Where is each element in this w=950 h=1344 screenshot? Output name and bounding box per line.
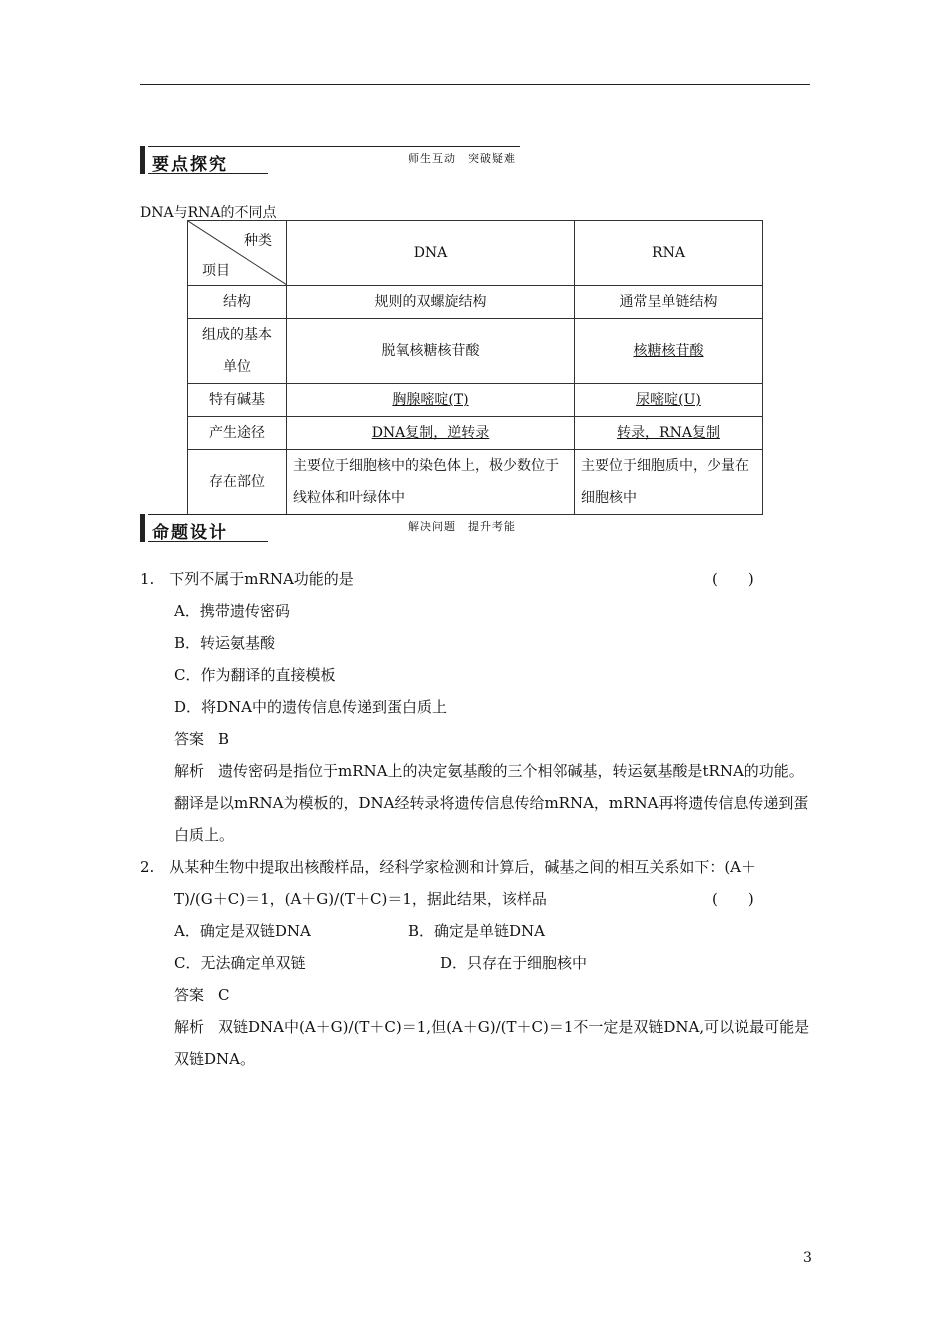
option-a: A．携带遗传密码 xyxy=(174,602,290,620)
table-row xyxy=(188,319,763,384)
row-dna: 规则的双螺旋结构 xyxy=(287,286,575,319)
analysis-label: 解析 xyxy=(174,1018,205,1036)
row-item: 产生途径 xyxy=(188,417,287,450)
option-b: B．确定是单链DNA xyxy=(408,922,546,940)
underlined-answer: DNA复制，逆转录 xyxy=(371,425,490,441)
option-d: D．只存在于细胞核中 xyxy=(440,954,588,972)
dna-rna-comparison-table xyxy=(187,220,763,515)
underlined-answer: 胸腺嘧啶(T) xyxy=(392,392,469,408)
option-c: C．无法确定单双链 xyxy=(174,954,306,972)
section-title: 要点探究 xyxy=(152,155,228,175)
row-dna: 脱氧核糖核苷酸 xyxy=(287,319,575,384)
option-a: A．确定是双链DNA xyxy=(174,922,311,940)
underlined-answer: 尿嘧啶(U) xyxy=(636,392,701,408)
option-b: B．转运氨基酸 xyxy=(174,634,276,652)
analysis-paragraph xyxy=(174,755,814,851)
section-subtitle: 解决问题 提升考能 xyxy=(408,520,516,533)
header-kind: 种类 xyxy=(244,233,272,249)
analysis-paragraph xyxy=(174,1011,814,1075)
section-rule xyxy=(148,514,520,515)
section-bar xyxy=(140,514,145,542)
section-bar xyxy=(140,146,145,174)
row-item: 结构 xyxy=(188,286,287,319)
section-header-key-points xyxy=(140,146,520,174)
question-2-stem-line2: T)/(G＋C)＝1，(A＋G)/(T＋C)＝1，据此结果，该样品 xyxy=(174,890,547,908)
row-dna xyxy=(287,417,575,450)
answer-line xyxy=(174,979,230,1011)
answer-parentheses: ( ) xyxy=(712,890,754,908)
answer-value: B xyxy=(218,730,230,748)
header-diagonal-cell xyxy=(188,221,287,286)
row-rna xyxy=(575,319,763,384)
row-rna: 主要位于细胞质中，少量在细胞核中 xyxy=(575,450,763,515)
header-item: 项目 xyxy=(202,263,230,279)
section-title: 命题设计 xyxy=(152,523,228,543)
row-rna xyxy=(575,384,763,417)
row-dna xyxy=(287,384,575,417)
underlined-answer: 转录，RNA复制 xyxy=(617,425,720,441)
question-2-stem-line1: 2. 从某种生物中提取出核酸样品，经科学家检测和计算后，碱基之间的相互关系如下：(A＋ xyxy=(140,858,757,876)
table-caption: DNA与RNA的不同点 xyxy=(140,205,277,221)
header-dna: DNA xyxy=(287,221,575,286)
top-rule xyxy=(140,84,810,85)
option-c: C．作为翻译的直接模板 xyxy=(174,666,336,684)
header-rna: RNA xyxy=(575,221,763,286)
option-d: D．将DNA中的遗传信息传递到蛋白质上 xyxy=(174,698,448,716)
row-dna: 主要位于细胞核中的染色体上，极少数位于线粒体和叶绿体中 xyxy=(287,450,575,515)
row-rna: 通常呈单链结构 xyxy=(575,286,763,319)
table-row xyxy=(188,384,763,417)
row-item: 存在部位 xyxy=(188,450,287,515)
section-header-question-design xyxy=(140,514,520,542)
question-1-stem: 1. 下列不属于mRNA功能的是 xyxy=(140,570,354,588)
row-item: 组成的基本单位 xyxy=(188,319,287,384)
analysis-text: 双链DNA中(A＋G)/(T＋C)＝1,但(A＋G)/(T＋C)＝1不一定是双链DNA,可以说最可能是双链DNA。 xyxy=(174,1018,810,1068)
analysis-text: 遗传密码是指位于mRNA上的决定氨基酸的三个相邻碱基，转运氨基酸是tRNA的功能。翻译是以mRNA为模板的，DNA经转录将遗传信息传给mRNA，mRNA再将遗传信息传递到蛋白质上。 xyxy=(174,762,809,844)
table-header-row xyxy=(188,221,763,286)
table-row xyxy=(188,450,763,515)
row-item: 特有碱基 xyxy=(188,384,287,417)
table-row xyxy=(188,417,763,450)
answer-label: 答案 xyxy=(174,730,205,748)
answer-parentheses: ( ) xyxy=(712,570,754,588)
answer-value: C xyxy=(218,986,230,1004)
row-rna xyxy=(575,417,763,450)
answer-label: 答案 xyxy=(174,986,205,1004)
underlined-answer: 核糖核苷酸 xyxy=(633,343,704,359)
page-number: 3 xyxy=(803,1250,812,1266)
section-subtitle: 师生互动 突破疑难 xyxy=(408,152,516,165)
analysis-label: 解析 xyxy=(174,762,205,780)
table-row xyxy=(188,286,763,319)
section-rule xyxy=(148,146,520,147)
answer-line xyxy=(174,723,229,755)
